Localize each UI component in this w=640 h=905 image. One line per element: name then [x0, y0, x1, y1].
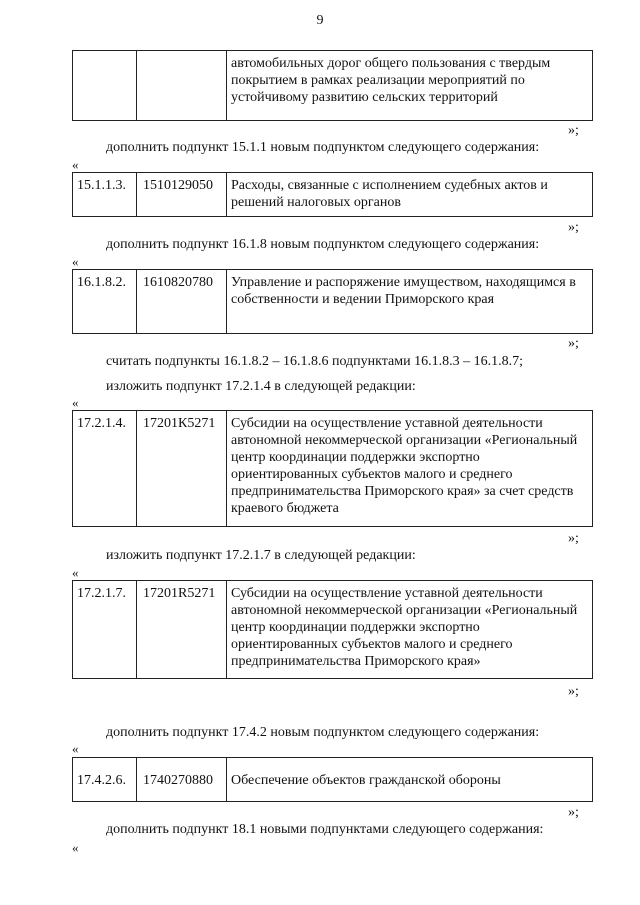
closing-quote: »;	[568, 123, 579, 138]
budget-table	[72, 580, 593, 679]
description-cell: автомобильных дорог общего пользования с твердым покрытием в рамках реализации мероприятий по устойчивому развитию сельских территорий	[227, 51, 593, 121]
closing-quote: »;	[568, 684, 579, 699]
item-number-cell: 17.2.1.7.	[73, 581, 137, 679]
item-number-cell: 17.4.2.6.	[73, 758, 137, 802]
closing-quote: »;	[568, 336, 579, 351]
budget-code-cell: 1510129050	[137, 173, 227, 217]
budget-code-cell: 17201К5271	[137, 411, 227, 527]
budget-table	[72, 50, 593, 121]
item-number-cell	[73, 51, 137, 121]
closing-quote: »;	[568, 531, 579, 546]
item-number-cell: 17.2.1.4.	[73, 411, 137, 527]
budget-code-cell: 17201R5271	[137, 581, 227, 679]
table-row	[73, 581, 593, 679]
closing-quote: »;	[568, 805, 579, 820]
description-cell: Субсидии на осуществление уставной деятельности автономной некоммерческой организации «Региональный центр координации поддержки экспортно ориентированных субъектов малого и среднего предпринимательства Приморского края» за счет средств краевого бюджета	[227, 411, 593, 527]
instruction-paragraph: дополнить подпункт 18.1 новыми подпунктами следующего содержания:	[106, 822, 544, 837]
description-cell: Управление и распоряжение имуществом, находящимся в собственности и ведении Приморского края	[227, 270, 593, 334]
budget-table	[72, 269, 593, 334]
table-row	[73, 51, 593, 121]
description-cell: Обеспечение объектов гражданской обороны	[227, 758, 593, 802]
item-number-cell: 15.1.1.3.	[73, 173, 137, 217]
instruction-paragraph: изложить подпункт 17.2.1.4 в следующей редакции:	[106, 379, 416, 394]
budget-table	[72, 410, 593, 527]
budget-code-cell: 1610820780	[137, 270, 227, 334]
budget-table	[72, 172, 593, 217]
budget-table	[72, 757, 593, 802]
budget-code-cell	[137, 51, 227, 121]
table-row	[73, 411, 593, 527]
instruction-paragraph: считать подпункты 16.1.8.2 – 16.1.8.6 подпунктами 16.1.8.3 – 16.1.8.7;	[106, 354, 524, 369]
closing-quote: »;	[568, 220, 579, 235]
opening-quote: «	[72, 565, 79, 580]
opening-quote: «	[72, 395, 79, 410]
instruction-paragraph: изложить подпункт 17.2.1.7 в следующей редакции:	[106, 548, 416, 563]
table-row	[73, 758, 593, 802]
opening-quote: «	[72, 840, 79, 855]
instruction-paragraph: дополнить подпункт 15.1.1 новым подпунктом следующего содержания:	[106, 140, 540, 155]
table-row	[73, 270, 593, 334]
opening-quote: «	[72, 741, 79, 756]
table-row	[73, 173, 593, 217]
opening-quote: «	[72, 157, 79, 172]
opening-quote: «	[72, 254, 79, 269]
description-cell: Расходы, связанные с исполнением судебных актов и решений налоговых органов	[227, 173, 593, 217]
page-number: 9	[316, 13, 324, 28]
budget-code-cell: 1740270880	[137, 758, 227, 802]
description-cell: Субсидии на осуществление уставной деятельности автономной некоммерческой организации «Региональный центр координации поддержки экспортно ориентированных субъектов малого и среднего предпринимательства Приморского края»	[227, 581, 593, 679]
instruction-paragraph: дополнить подпункт 17.4.2 новым подпунктом следующего содержания:	[106, 725, 540, 740]
item-number-cell: 16.1.8.2.	[73, 270, 137, 334]
instruction-paragraph: дополнить подпункт 16.1.8 новым подпунктом следующего содержания:	[106, 237, 540, 252]
